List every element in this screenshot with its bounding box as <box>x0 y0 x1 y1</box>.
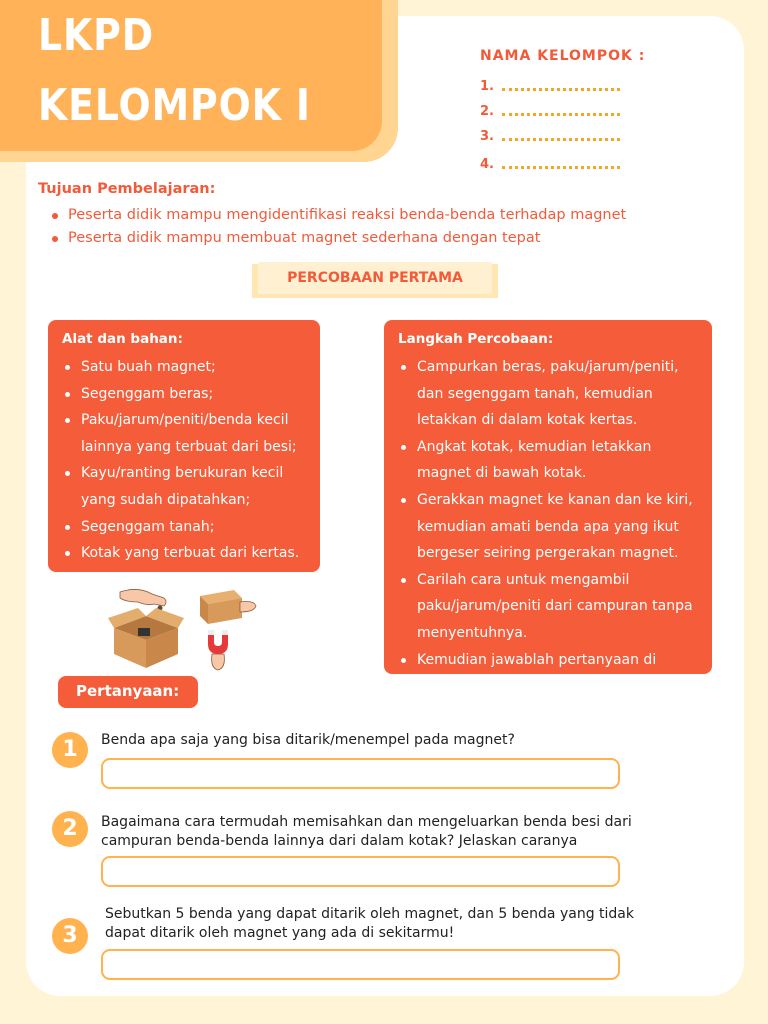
hand-pinching-icon <box>120 589 166 610</box>
title-line-1: LKPD <box>38 10 155 61</box>
steps-title: Langkah Percobaan: <box>398 331 554 347</box>
steps-panel <box>384 320 712 674</box>
question-number-1: 1 <box>52 732 88 768</box>
question-number-2: 2 <box>52 811 88 847</box>
material-item: Segenggam tanah; <box>62 514 314 541</box>
objective-item: Peserta didik mampu membuat magnet sederhana dengan tepat <box>48 227 626 250</box>
steps-list <box>398 354 704 673</box>
experiment-banner: PERCOBAAN PERTAMA <box>258 262 492 294</box>
member-slot-3 <box>480 129 620 144</box>
materials-panel <box>48 320 320 572</box>
step-item: Carilah cara untuk mengambil paku/jarum/peniti dari campuran tanpa menyentuhnya. <box>398 567 704 647</box>
group-name-label: NAMA KELOMPOK : <box>480 48 646 64</box>
member-slot-1 <box>480 79 620 94</box>
open-box-icon <box>108 608 184 668</box>
member-dotted-line[interactable] <box>502 107 620 116</box>
material-item: Paku/jarum/peniti/benda kecil lainnya yang terbuat dari besi; <box>62 407 314 460</box>
closed-box-icon <box>200 590 256 624</box>
step-item: Kemudian jawablah pertanyaan di <box>398 647 704 674</box>
objectives-list <box>48 204 626 250</box>
experiment-illustration <box>108 584 258 674</box>
material-item: Segenggam beras; <box>62 381 314 408</box>
question-text-2: Bagaimana cara termudah memisahkan dan mengeluarkan benda besi dari campuran benda-benda lainnya dari dalam kotak? Jelaskan caranya <box>101 814 632 849</box>
answer-field-2[interactable] <box>101 856 620 887</box>
objectives-title: Tujuan Pembelajaran: <box>38 181 216 197</box>
materials-list <box>62 354 314 567</box>
magnet-hand-icon <box>208 630 228 670</box>
member-slot-2 <box>480 104 620 119</box>
step-item: Campurkan beras, paku/jarum/peniti, dan segenggam tanah, kemudian letakkan di dalam kotak kertas. <box>398 354 704 434</box>
member-number: 3. <box>480 129 494 144</box>
objective-item: Peserta didik mampu mengidentifikasi reaksi benda-benda terhadap magnet <box>48 204 626 227</box>
question-text-1: Benda apa saja yang bisa ditarik/menempel pada magnet? <box>101 732 515 748</box>
answer-field-1[interactable] <box>101 758 620 789</box>
step-item: Gerakkan magnet ke kanan dan ke kiri, kemudian amati benda apa yang ikut bergeser seiring pergerakan magnet. <box>398 487 704 567</box>
answer-field-3[interactable] <box>101 949 620 980</box>
member-dotted-line[interactable] <box>502 82 620 91</box>
question-number-3: 3 <box>52 918 88 954</box>
question-text-3: Sebutkan 5 benda yang dapat ditarik oleh magnet, dan 5 benda yang tidak dapat ditarik oleh magnet yang ada di sekitarmu! <box>105 906 634 941</box>
material-item: Kayu/ranting berukuran kecil yang sudah dipatahkan; <box>62 460 314 513</box>
member-number: 1. <box>480 79 494 94</box>
member-number: 2. <box>480 104 494 119</box>
materials-title: Alat dan bahan: <box>62 331 183 347</box>
material-item: Satu buah magnet; <box>62 354 314 381</box>
member-number: 4. <box>480 157 494 172</box>
material-item: Kotak yang terbuat dari kertas. <box>62 540 314 567</box>
questions-label: Pertanyaan: <box>58 676 198 708</box>
member-dotted-line[interactable] <box>502 160 620 169</box>
member-slot-4 <box>480 157 620 172</box>
step-item: Angkat kotak, kemudian letakkan magnet di bawah kotak. <box>398 434 704 487</box>
title-line-2: KELOMPOK I <box>38 80 311 131</box>
member-dotted-line[interactable] <box>502 132 620 141</box>
